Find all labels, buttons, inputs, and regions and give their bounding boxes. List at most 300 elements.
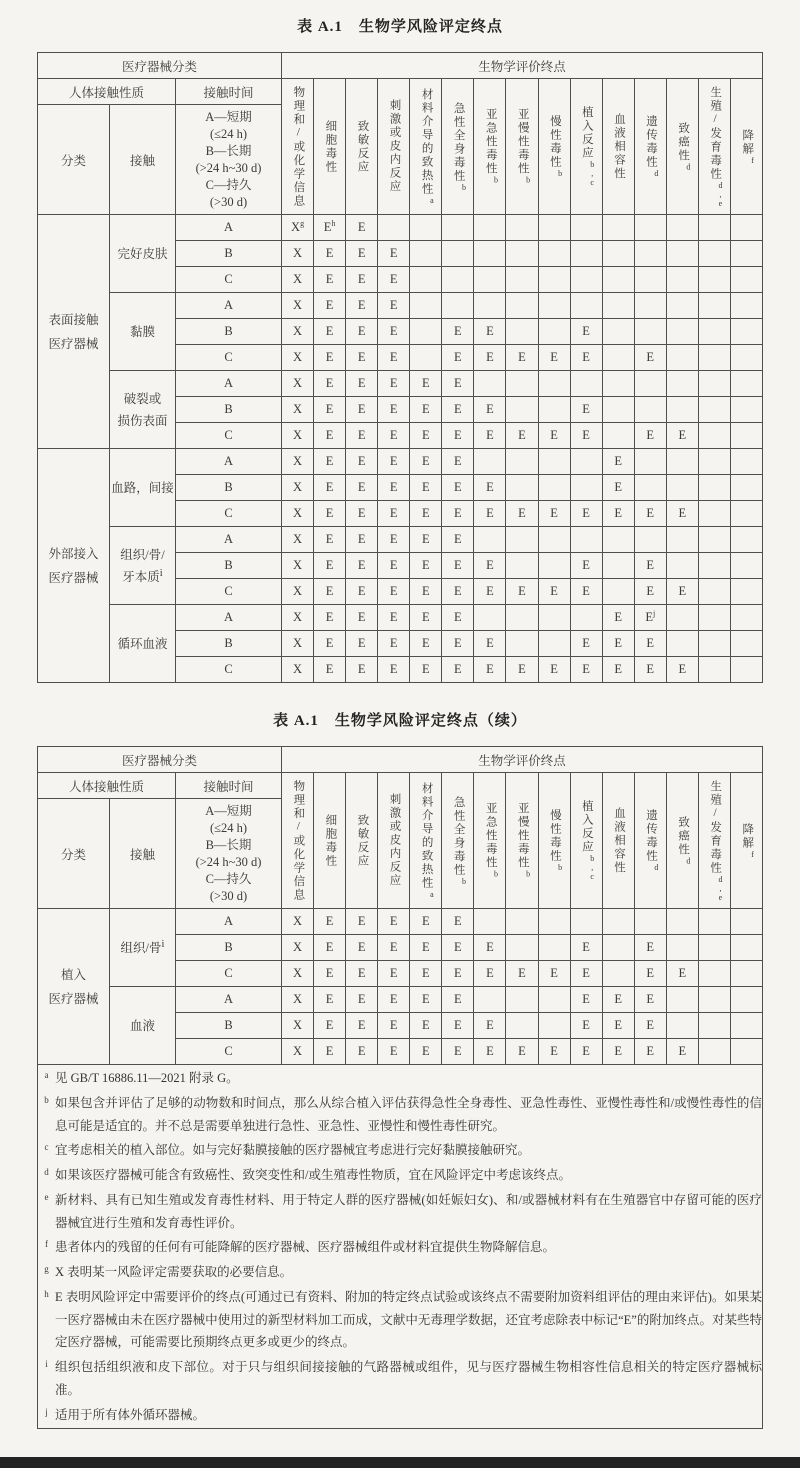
endpoint-value-cell xyxy=(698,961,730,987)
footnote-item xyxy=(38,1139,762,1162)
endpoint-value-cell xyxy=(538,397,570,423)
endpoint-value-cell xyxy=(538,319,570,345)
endpoint-value-cell: E xyxy=(378,319,410,345)
endpoint-value-cell: X xyxy=(282,935,314,961)
endpoint-value-cell: E xyxy=(442,605,474,631)
endpoint-column-header: 生殖/发育毒性$^{d,e}$ xyxy=(698,79,730,215)
contact-type-label: 组织/骨/ 牙本质$^i$ xyxy=(110,527,176,605)
endpoint-value-cell xyxy=(570,449,602,475)
endpoint-value-cell xyxy=(602,527,634,553)
header-contact: 接触 xyxy=(110,799,176,909)
endpoint-value-cell: E xyxy=(442,553,474,579)
endpoint-value-cell xyxy=(666,553,698,579)
footnote-item xyxy=(38,1286,762,1354)
footnote-text: 组织包括组织液和皮下部位。对于只与组织间接接触的气路器械或组件，见与医疗器械生物相容性信息相关的特定医疗器械标准。 xyxy=(55,1360,762,1397)
endpoint-value-cell: X xyxy=(282,267,314,293)
endpoint-value-cell: E xyxy=(314,553,346,579)
header-body-contact-nature: 人体接触性质 xyxy=(38,79,176,105)
endpoint-value-cell xyxy=(634,371,666,397)
endpoint-value-cell xyxy=(730,961,762,987)
contact-type-label: 血路，间接 xyxy=(110,449,176,527)
endpoint-value-cell xyxy=(410,241,442,267)
endpoint-column-header: 致癌性$^d$ xyxy=(666,79,698,215)
endpoint-value-cell: E xyxy=(474,657,506,683)
endpoint-value-cell: E xyxy=(378,267,410,293)
table-a1-title: 表 A.1 生物学风险评定终点 xyxy=(297,19,503,35)
endpoint-value-cell xyxy=(410,319,442,345)
endpoint-value-cell: E xyxy=(474,501,506,527)
endpoint-value-cell xyxy=(602,423,634,449)
endpoint-value-cell xyxy=(538,1013,570,1039)
endpoint-value-cell xyxy=(698,631,730,657)
endpoint-value-cell xyxy=(538,267,570,293)
header-device-classification: 医疗器械分类 xyxy=(38,747,282,773)
endpoint-column-header: 慢性毒性$^b$ xyxy=(538,773,570,909)
endpoint-value-cell xyxy=(698,987,730,1013)
endpoint-value-cell: E xyxy=(346,527,378,553)
endpoint-value-cell xyxy=(538,293,570,319)
endpoint-value-cell: E xyxy=(346,293,378,319)
footnote-item xyxy=(38,1189,762,1235)
footnote-text: 新材料、具有已知生殖或发育毒性材料、用于特定人群的医疗器械(如妊娠妇女)、和/或器械材料有在生殖器官中存留可能的医疗器械宜进行生殖和发育毒性评价。 xyxy=(55,1192,762,1230)
endpoint-column-header: 遗传毒性$^d$ xyxy=(634,773,666,909)
endpoint-value-cell: E xyxy=(602,987,634,1013)
footnote-marker: j xyxy=(45,1406,48,1417)
endpoint-value-cell: E xyxy=(442,987,474,1013)
endpoint-value-cell: E xyxy=(346,449,378,475)
table-row xyxy=(38,909,763,935)
endpoint-value-cell: X xyxy=(282,1039,314,1065)
footnote-text: 宜考虑相关的植入部位。如与完好黏膜接触的医疗器械宜考虑进行完好黏膜接触研究。 xyxy=(55,1143,531,1158)
endpoint-value-cell xyxy=(474,527,506,553)
endpoint-value-cell xyxy=(730,1013,762,1039)
endpoint-value-cell xyxy=(570,241,602,267)
endpoint-value-cell xyxy=(666,397,698,423)
footnote-item xyxy=(38,1164,762,1187)
endpoint-value-cell: E xyxy=(378,631,410,657)
table-a1-biological-risk-endpoints xyxy=(37,52,763,683)
endpoint-value-cell: $E^j$ xyxy=(634,605,666,631)
footnote-item xyxy=(38,1356,762,1402)
contact-duration-cell: A xyxy=(176,371,282,397)
header-contact-duration: 接触时间 xyxy=(176,773,282,799)
endpoint-value-cell: E xyxy=(346,215,378,241)
contact-duration-cell: C xyxy=(176,579,282,605)
endpoint-value-cell xyxy=(506,319,538,345)
endpoint-value-cell: E xyxy=(474,345,506,371)
endpoint-value-cell: X xyxy=(282,293,314,319)
endpoint-value-cell: E xyxy=(442,527,474,553)
endpoint-column-header: 材料介导的致热性$^a$ xyxy=(410,773,442,909)
endpoint-value-cell xyxy=(634,293,666,319)
endpoint-value-cell xyxy=(698,579,730,605)
endpoint-value-cell xyxy=(538,527,570,553)
endpoint-value-cell xyxy=(698,241,730,267)
contact-duration-cell: A xyxy=(176,215,282,241)
endpoint-value-cell xyxy=(570,909,602,935)
endpoint-column-header: 亚急性毒性$^b$ xyxy=(474,773,506,909)
endpoint-value-cell xyxy=(506,475,538,501)
contact-duration-cell: B xyxy=(176,241,282,267)
endpoint-value-cell: E xyxy=(346,579,378,605)
endpoint-value-cell: E xyxy=(410,371,442,397)
endpoint-value-cell xyxy=(698,345,730,371)
endpoint-value-cell xyxy=(506,293,538,319)
endpoint-value-cell xyxy=(698,1013,730,1039)
endpoint-value-cell: E xyxy=(666,579,698,605)
endpoint-value-cell xyxy=(666,449,698,475)
endpoint-value-cell: E xyxy=(314,371,346,397)
table-row xyxy=(38,987,763,1013)
endpoint-value-cell xyxy=(538,631,570,657)
endpoint-value-cell: E xyxy=(538,657,570,683)
endpoint-value-cell xyxy=(602,961,634,987)
endpoint-value-cell xyxy=(730,527,762,553)
page-bottom-scan-bar xyxy=(0,1457,800,1468)
footnote-item xyxy=(38,1404,762,1427)
endpoint-value-cell: E xyxy=(442,475,474,501)
endpoint-value-cell: E xyxy=(378,605,410,631)
endpoint-value-cell xyxy=(634,267,666,293)
header-category: 分类 xyxy=(38,105,110,215)
endpoint-value-cell: E xyxy=(378,657,410,683)
endpoint-value-cell xyxy=(602,371,634,397)
endpoint-value-cell: E xyxy=(570,397,602,423)
endpoint-value-cell xyxy=(730,475,762,501)
endpoint-value-cell: E xyxy=(442,449,474,475)
endpoint-value-cell: X xyxy=(282,423,314,449)
endpoint-value-cell xyxy=(506,1013,538,1039)
endpoint-value-cell xyxy=(506,605,538,631)
footnotes-block xyxy=(38,1065,763,1429)
footnote-item xyxy=(38,1236,762,1259)
endpoint-value-cell: E xyxy=(346,475,378,501)
endpoint-value-cell xyxy=(730,423,762,449)
endpoint-value-cell xyxy=(538,449,570,475)
endpoint-value-cell xyxy=(410,267,442,293)
endpoint-value-cell xyxy=(442,215,474,241)
footnote-text: 如果包含并评估了足够的动物数和时间点，那么从综合植入评估获得急性全身毒性、亚急性毒性、亚慢性毒性和/或慢性毒性的信息可能是适宜的。并不总是需要单独进行急性、亚急性、亚慢性和慢性毒性研究。 xyxy=(55,1095,762,1133)
footnote-marker: d xyxy=(44,1167,49,1177)
endpoint-column-header: 物理和/或化学信息 xyxy=(282,773,314,909)
endpoint-value-cell xyxy=(538,475,570,501)
endpoint-column-header: 植入反应$^{b,c}$ xyxy=(570,79,602,215)
endpoint-column-header: 植入反应$^{b,c}$ xyxy=(570,773,602,909)
endpoint-value-cell: E xyxy=(634,657,666,683)
endpoint-value-cell: E xyxy=(570,935,602,961)
endpoint-value-cell: E xyxy=(378,293,410,319)
endpoint-value-cell xyxy=(538,215,570,241)
contact-duration-cell: B xyxy=(176,553,282,579)
endpoint-value-cell xyxy=(698,657,730,683)
endpoint-value-cell: E xyxy=(442,1013,474,1039)
endpoint-value-cell: E xyxy=(378,961,410,987)
endpoint-value-cell: E xyxy=(410,501,442,527)
endpoint-value-cell: E xyxy=(410,935,442,961)
endpoint-value-cell: E xyxy=(346,605,378,631)
table-a1-biological-risk-endpoints-continued xyxy=(37,746,763,1429)
contact-duration-legend: A—短期 (≤24 h) B—长期 (>24 h~30 d) C—持久 (>30 d) xyxy=(176,799,282,909)
endpoint-value-cell xyxy=(666,475,698,501)
endpoint-value-cell xyxy=(506,215,538,241)
endpoint-value-cell xyxy=(538,371,570,397)
endpoint-value-cell: E xyxy=(666,961,698,987)
footnote-marker: h xyxy=(44,1288,49,1299)
contact-duration-cell: A xyxy=(176,605,282,631)
contact-type-label: 完好皮肤 xyxy=(110,215,176,293)
endpoint-value-cell: E xyxy=(314,631,346,657)
endpoint-value-cell xyxy=(570,527,602,553)
endpoint-value-cell: E xyxy=(346,631,378,657)
endpoint-value-cell xyxy=(698,215,730,241)
endpoint-column-header: 材料介导的致热性$^a$ xyxy=(410,79,442,215)
contact-duration-cell: C xyxy=(176,1039,282,1065)
table-row xyxy=(38,527,763,553)
endpoint-value-cell: X xyxy=(282,371,314,397)
endpoint-value-cell xyxy=(666,293,698,319)
endpoint-value-cell: E xyxy=(314,579,346,605)
endpoint-value-cell: E xyxy=(474,319,506,345)
endpoint-value-cell: X xyxy=(282,631,314,657)
endpoint-value-cell: E xyxy=(602,475,634,501)
endpoint-column-header: 血液相容性 xyxy=(602,773,634,909)
endpoint-value-cell xyxy=(474,267,506,293)
endpoint-value-cell xyxy=(666,605,698,631)
endpoint-value-cell xyxy=(730,241,762,267)
endpoint-value-cell: E xyxy=(314,1013,346,1039)
endpoint-value-cell: E xyxy=(442,935,474,961)
endpoint-value-cell: E xyxy=(506,345,538,371)
endpoint-value-cell: E xyxy=(346,371,378,397)
footnote-marker: i xyxy=(45,1359,48,1369)
endpoint-value-cell: E xyxy=(634,1039,666,1065)
endpoint-value-cell xyxy=(506,241,538,267)
endpoint-value-cell: E xyxy=(634,935,666,961)
endpoint-value-cell: E xyxy=(314,293,346,319)
endpoint-column-header: 降解$^f$ xyxy=(730,79,762,215)
endpoint-value-cell: E xyxy=(410,987,442,1013)
endpoint-column-header: 急性全身毒性$^b$ xyxy=(442,79,474,215)
endpoint-value-cell: E xyxy=(602,657,634,683)
endpoint-value-cell xyxy=(698,371,730,397)
endpoint-value-cell: E xyxy=(474,553,506,579)
endpoint-value-cell xyxy=(698,909,730,935)
endpoint-value-cell xyxy=(730,1039,762,1065)
endpoint-value-cell: E xyxy=(346,267,378,293)
endpoint-value-cell: E xyxy=(442,909,474,935)
endpoint-value-cell: E xyxy=(570,987,602,1013)
endpoint-value-cell: E xyxy=(346,935,378,961)
endpoint-column-header: 刺激或皮内反应 xyxy=(378,773,410,909)
endpoint-value-cell: E xyxy=(570,631,602,657)
endpoint-value-cell xyxy=(538,241,570,267)
endpoint-value-cell xyxy=(730,935,762,961)
endpoint-value-cell: E xyxy=(634,1013,666,1039)
endpoint-value-cell: E xyxy=(410,631,442,657)
endpoint-value-cell: E xyxy=(346,909,378,935)
footnote-marker: f xyxy=(45,1239,48,1250)
endpoint-column-header: 细胞毒性 xyxy=(314,79,346,215)
endpoint-value-cell: E xyxy=(378,1013,410,1039)
endpoint-value-cell: E xyxy=(346,987,378,1013)
endpoint-value-cell: $X^g$ xyxy=(282,215,314,241)
endpoint-value-cell xyxy=(602,345,634,371)
endpoint-value-cell xyxy=(634,909,666,935)
endpoint-value-cell xyxy=(442,267,474,293)
endpoint-value-cell: E xyxy=(538,961,570,987)
endpoint-value-cell xyxy=(666,909,698,935)
endpoint-value-cell: E xyxy=(346,553,378,579)
endpoint-value-cell: E xyxy=(570,1039,602,1065)
endpoint-value-cell xyxy=(698,267,730,293)
endpoint-value-cell: E xyxy=(570,319,602,345)
endpoint-value-cell xyxy=(730,909,762,935)
endpoint-value-cell: E xyxy=(378,241,410,267)
endpoint-value-cell: E xyxy=(314,319,346,345)
contact-duration-cell: C xyxy=(176,657,282,683)
endpoint-value-cell: E xyxy=(474,1039,506,1065)
table-row xyxy=(38,215,763,241)
endpoint-value-cell: E xyxy=(442,423,474,449)
endpoint-value-cell xyxy=(506,267,538,293)
endpoint-value-cell: E xyxy=(410,961,442,987)
endpoint-value-cell xyxy=(602,319,634,345)
endpoint-value-cell xyxy=(538,987,570,1013)
endpoint-value-cell: X xyxy=(282,909,314,935)
endpoint-column-header: 亚急性毒性$^b$ xyxy=(474,79,506,215)
endpoint-value-cell: E xyxy=(378,987,410,1013)
contact-duration-cell: A xyxy=(176,293,282,319)
endpoint-value-cell xyxy=(506,371,538,397)
endpoint-value-cell: E xyxy=(474,475,506,501)
endpoint-value-cell xyxy=(666,215,698,241)
endpoint-value-cell xyxy=(730,553,762,579)
endpoint-value-cell: E xyxy=(378,449,410,475)
endpoint-column-header: 遗传毒性$^d$ xyxy=(634,79,666,215)
endpoint-value-cell: E xyxy=(314,241,346,267)
endpoint-value-cell xyxy=(602,553,634,579)
endpoint-value-cell: E xyxy=(314,605,346,631)
endpoint-value-cell xyxy=(730,397,762,423)
endpoint-value-cell: E xyxy=(538,423,570,449)
contact-type-label: 循环血液 xyxy=(110,605,176,683)
endpoint-value-cell xyxy=(474,909,506,935)
endpoint-value-cell: E xyxy=(410,553,442,579)
endpoint-value-cell: X xyxy=(282,241,314,267)
endpoint-value-cell: E xyxy=(378,1039,410,1065)
endpoint-column-header: 物理和/或化学信息 xyxy=(282,79,314,215)
endpoint-value-cell: X xyxy=(282,553,314,579)
endpoint-value-cell xyxy=(410,345,442,371)
endpoint-value-cell: E xyxy=(378,371,410,397)
device-category-label: 表面接触 医疗器械 xyxy=(38,215,110,449)
endpoint-value-cell: E xyxy=(570,657,602,683)
endpoint-value-cell xyxy=(730,371,762,397)
endpoint-value-cell xyxy=(666,987,698,1013)
device-category-label: 外部接入 医疗器械 xyxy=(38,449,110,683)
endpoint-value-cell: E xyxy=(634,961,666,987)
endpoint-value-cell: E xyxy=(442,579,474,605)
endpoint-value-cell xyxy=(698,475,730,501)
endpoint-value-cell: E xyxy=(410,657,442,683)
endpoint-column-header: 血液相容性 xyxy=(602,79,634,215)
endpoint-value-cell: E xyxy=(410,1013,442,1039)
endpoint-value-cell: E xyxy=(506,423,538,449)
endpoint-value-cell xyxy=(378,215,410,241)
endpoint-value-cell: E xyxy=(602,1039,634,1065)
endpoint-value-cell: E xyxy=(602,1013,634,1039)
endpoint-value-cell xyxy=(538,605,570,631)
endpoint-value-cell: E xyxy=(570,553,602,579)
contact-type-label: 黏膜 xyxy=(110,293,176,371)
endpoint-value-cell xyxy=(506,449,538,475)
contact-duration-cell: C xyxy=(176,501,282,527)
endpoint-value-cell: E xyxy=(346,1013,378,1039)
endpoint-value-cell xyxy=(730,319,762,345)
endpoint-value-cell: E xyxy=(378,527,410,553)
endpoint-value-cell: E xyxy=(314,475,346,501)
endpoint-value-cell xyxy=(730,267,762,293)
endpoint-value-cell: E xyxy=(378,423,410,449)
endpoint-value-cell: X xyxy=(282,527,314,553)
endpoint-value-cell: E xyxy=(506,579,538,605)
device-category-label: 植入 医疗器械 xyxy=(38,909,110,1065)
endpoint-value-cell xyxy=(666,371,698,397)
endpoint-value-cell: E xyxy=(474,1013,506,1039)
endpoint-column-header: 致敏反应 xyxy=(346,773,378,909)
endpoint-value-cell xyxy=(730,605,762,631)
endpoint-value-cell: E xyxy=(314,961,346,987)
contact-duration-cell: B xyxy=(176,475,282,501)
endpoint-value-cell xyxy=(730,215,762,241)
contact-duration-cell: A xyxy=(176,527,282,553)
endpoint-value-cell xyxy=(474,241,506,267)
contact-duration-cell: A xyxy=(176,987,282,1013)
endpoint-value-cell: E xyxy=(442,345,474,371)
endpoint-value-cell: E xyxy=(346,423,378,449)
endpoint-value-cell: E xyxy=(314,345,346,371)
endpoint-value-cell: X xyxy=(282,345,314,371)
endpoint-value-cell xyxy=(506,935,538,961)
endpoint-value-cell: E xyxy=(506,501,538,527)
endpoint-value-cell xyxy=(538,553,570,579)
endpoint-column-header: 急性全身毒性$^b$ xyxy=(442,773,474,909)
footnote-marker: c xyxy=(44,1142,49,1153)
endpoint-value-cell: E xyxy=(602,631,634,657)
endpoint-value-cell: $E^h$ xyxy=(314,215,346,241)
contact-duration-cell: B xyxy=(176,1013,282,1039)
endpoint-value-cell: E xyxy=(570,579,602,605)
endpoint-value-cell: E xyxy=(410,475,442,501)
endpoint-value-cell: E xyxy=(314,1039,346,1065)
endpoint-value-cell xyxy=(698,605,730,631)
endpoint-column-header: 亚慢性毒性$^b$ xyxy=(506,773,538,909)
endpoint-value-cell: E xyxy=(346,501,378,527)
endpoint-value-cell: E xyxy=(410,909,442,935)
endpoint-value-cell: E xyxy=(410,579,442,605)
footnote-text: 适用于所有体外循环器械。 xyxy=(55,1407,206,1422)
endpoint-value-cell: E xyxy=(634,423,666,449)
footnote-marker: a xyxy=(44,1070,49,1080)
contact-type-label: 组织/骨$^i$ xyxy=(110,909,176,987)
endpoint-value-cell: E xyxy=(410,527,442,553)
endpoint-value-cell: E xyxy=(378,345,410,371)
endpoint-value-cell: E xyxy=(570,423,602,449)
endpoint-value-cell: X xyxy=(282,501,314,527)
endpoint-value-cell xyxy=(442,293,474,319)
endpoint-value-cell: E xyxy=(442,631,474,657)
endpoint-value-cell: E xyxy=(410,423,442,449)
